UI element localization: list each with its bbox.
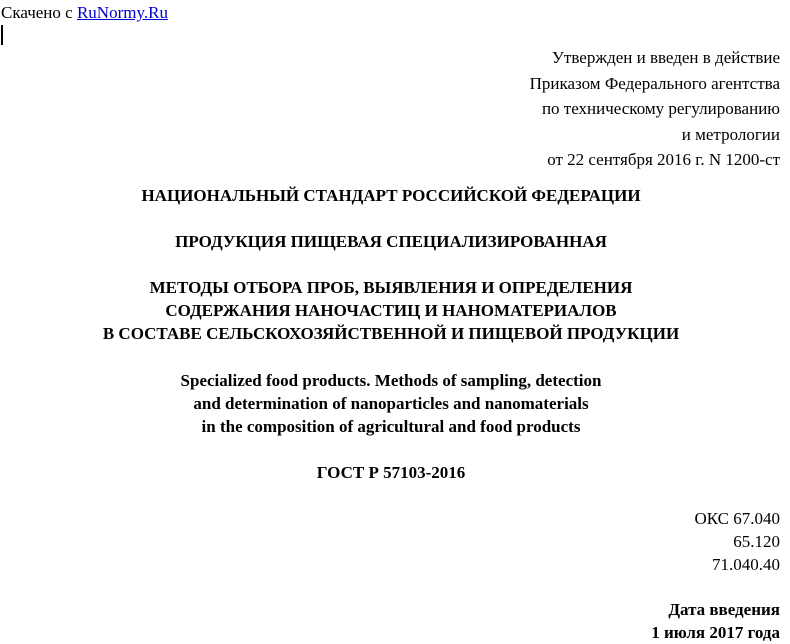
approval-line: от 22 сентября 2016 г. N 1200-ст (547, 150, 780, 169)
approval-line: Приказом Федерального агентства (529, 73, 780, 93)
oks-code: 65.120 (733, 532, 780, 551)
methods-title-line: МЕТОДЫ ОТБОРА ПРОБ, ВЫЯВЛЕНИЯ И ОПРЕДЕЛЕНИЯ (149, 278, 633, 297)
text-cursor (1, 25, 3, 45)
english-title (0, 369, 782, 438)
oks-codes (694, 507, 780, 576)
introduction-date: 1 июля 2017 года (651, 623, 780, 642)
english-title-line: in the composition of agricultural and food products (201, 417, 581, 436)
methods-title-line: СОДЕРЖАНИЯ НАНОЧАСТИЦ И НАНОМАТЕРИАЛОВ (165, 301, 617, 320)
english-title-line: and determination of nanoparticles and nanomaterials (193, 394, 589, 413)
gost-number: ГОСТ Р 57103-2016 (316, 463, 466, 482)
english-title-line: Specialized food products. Methods of sampling, detection (180, 371, 602, 390)
source-prefix: Скачено с (1, 3, 77, 22)
oks-code: 71.040.40 (712, 555, 780, 574)
national-standard-heading: НАЦИОНАЛЬНЫЙ СТАНДАРТ РОССИЙСКОЙ ФЕДЕРАЦИИ (141, 186, 641, 205)
methods-title-line: В СОСТАВЕ СЕЛЬСКОХОЗЯЙСТВЕННОЙ И ПИЩЕВОЙ ПРОДУКЦИИ (102, 324, 680, 343)
approval-line: и метрологии (681, 124, 780, 144)
oks-code: ОКС 67.040 (694, 509, 780, 528)
approval-block (530, 45, 780, 173)
source-link[interactable]: RuNormy.Ru (76, 3, 168, 22)
introduction-label: Дата введения (668, 600, 780, 619)
source-line (1, 3, 168, 23)
introduction-date-block (651, 598, 780, 644)
product-heading: ПРОДУКЦИЯ ПИЩЕВАЯ СПЕЦИАЛИЗИРОВАННАЯ (175, 232, 607, 251)
methods-title (0, 276, 782, 345)
approval-line: Утвержден и введен в действие (551, 48, 780, 67)
approval-line: по техническому регулированию (541, 99, 780, 118)
